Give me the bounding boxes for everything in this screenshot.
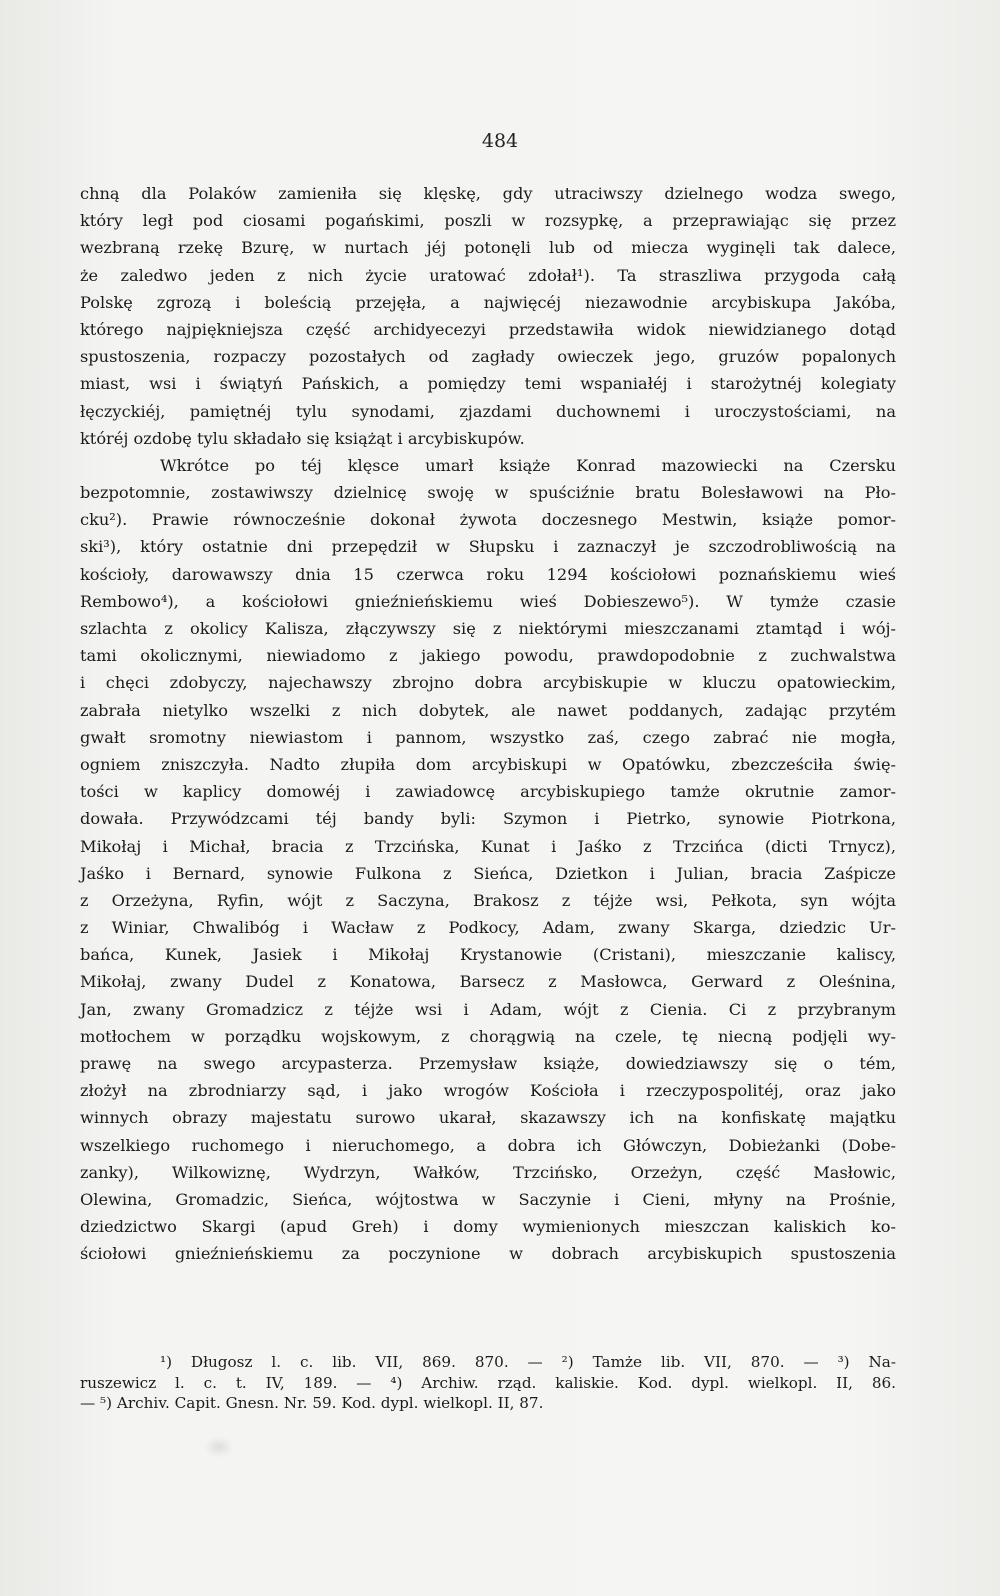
text-line: dziedzictwo Skargi (apud Greh) i domy wymienionych mieszczan kaliskich ko- xyxy=(80,1217,896,1237)
footnote-line: ruszewicz l. c. t. IV, 189. — ⁴) Archiw. rząd. kaliskie. Kod. dypl. wielkopl. II, 86. xyxy=(80,1373,896,1392)
text-line: ski³), który ostatnie dni przepędził w Słupsku i zaznaczył je szczodrobliwością na xyxy=(80,537,896,557)
text-line: i chęci zdobyczy, najechawszy zbrojno dobra arcybiskupie w kluczu opatowieckim, xyxy=(80,673,896,693)
text-line: który legł pod ciosami pogańskimi, poszli w rozsypkę, a przeprawiając się przez xyxy=(80,211,896,231)
text-line: złożył na zbrodniarzy sąd, i jako wrogów Kościoła i rzeczypospolitéj, oraz jako xyxy=(80,1081,896,1101)
text-line: Olewina, Gromadzic, Sieńca, wójtostwa w Saczynie i Cieni, młyny na Prośnie, xyxy=(80,1189,896,1209)
text-line: winnych obrazy majestatu surowo ukarał, skazawszy ich na konfiskatę majątku xyxy=(80,1108,896,1128)
text-line: Rembowo⁴), a kościołowi gnieźnieńskiemu wieś Dobieszewo⁵). W tymże czasie xyxy=(80,591,896,611)
ink-smudge xyxy=(204,1436,234,1458)
text-line: Mikołaj, zwany Dudel z Konatowa, Barsecz z Masłowca, Gerward z Oleśnina, xyxy=(80,972,896,992)
text-line: Jaśko i Bernard, synowie Fulkona z Sieńca, Dzietkon i Julian, bracia Zaśpicze xyxy=(80,863,896,883)
text-line: że zaledwo jeden z nich życie uratować zdołał¹). Ta straszliwa przygoda całą xyxy=(80,265,896,285)
text-line: zabrała nietylko wszelki z nich dobytek, ale nawet poddanych, zadając przytém xyxy=(80,700,896,720)
text-line: ściołowi gnieźnieńskiemu za poczynione w dobrach arcybiskupich spustoszenia xyxy=(80,1244,896,1264)
text-line: z Winiar, Chwalibóg i Wacław z Podkocy, Adam, zwany Skarga, dziedzic Ur- xyxy=(80,918,896,938)
text-line: Polskę zgrozą i boleścią przejęła, a najwięcéj niezawodnie arcybiskupa Jakóba, xyxy=(80,292,896,312)
text-line: którego najpiękniejsza część archidyecezyi przedstawiła widok niewidzianego dotąd xyxy=(80,319,896,339)
text-line: Jan, zwany Gromadzicz z téjże wsi i Adam, wójt z Cienia. Ci z przybranym xyxy=(80,999,896,1019)
text-line: kościoły, darowawszy dnia 15 czerwca roku 1294 kościołowi poznańskiemu wieś xyxy=(80,564,896,584)
text-line: szlachta z okolicy Kalisza, złączywszy się z niektórymi mieszczanami ztamtąd i wój- xyxy=(80,619,896,638)
footnote-line: ¹) Długosz l. c. lib. VII, 869. 870. — ²) Tamże lib. VII, 870. — ³) Na- xyxy=(160,1353,896,1371)
text-line: wezbraną rzekę Bzurę, w nurtach jéj potonęli lub od miecza wyginęli tak dalece, xyxy=(80,238,896,258)
text-line: tami okolicznymi, niewiadomo z jakiego powodu, prawdopodobnie z zuchwalstwa xyxy=(80,646,896,666)
text-line: Mikołaj i Michał, bracia z Trzcińska, Kunat i Jaśko z Trzcińca (dicti Trnycz), xyxy=(80,836,896,856)
text-line: z Orzeżyna, Ryfin, wójt z Saczyna, Brakosz z téjże wsi, Pełkota, syn wójta xyxy=(80,890,896,910)
body-text xyxy=(80,180,896,1268)
page-number: 484 xyxy=(481,130,519,152)
text-line: bańca, Kunek, Jasiek i Mikołaj Krystanowie (Cristani), mieszczanie kaliscy, xyxy=(80,945,896,965)
text-line: tości w kaplicy domowéj i zawiadowcę arcybiskupiego tamże okrutnie zamor- xyxy=(80,782,896,802)
text-line: dowała. Przywódzcami téj bandy byli: Szymon i Pietrko, synowie Piotrkona, xyxy=(80,809,896,829)
text-line: bezpotomnie, zostawiwszy dzielnicę swoję w spuściźnie bratu Bolesławowi na Pło- xyxy=(80,483,896,503)
text-line: chną dla Polaków zamieniła się klęskę, gdy utraciwszy dzielnego wodza swego, xyxy=(80,184,896,203)
text-line: wszelkiego ruchomego i nieruchomego, a dobra ich Główczyn, Dobieżanki (Dobe- xyxy=(80,1135,896,1155)
text-line: cku²). Prawie równocześnie dokonał żywota doczesnego Mestwin, książe pomor- xyxy=(80,510,896,530)
text-line: prawę na swego arcypasterza. Przemysław książe, dowiedziawszy się o tém, xyxy=(80,1054,896,1073)
text-line: motłochem w porządku wojskowym, z chorągwią na czele, tę niecną podjęli wy- xyxy=(80,1026,896,1046)
text-line: gwałt sromotny niewiastom i pannom, wszystko zaś, czego zabrać nie mogła, xyxy=(80,727,896,747)
text-line: łęczyckiéj, pamiętnéj tylu synodami, zjazdami duchownemi i uroczystościami, na xyxy=(80,401,896,421)
footnotes xyxy=(80,1352,896,1414)
text-line: Wkrótce po téj klęsce umarł książe Konrad mazowiecki na Czersku xyxy=(160,455,896,475)
text-line: miast, wsi i świątyń Pańskich, a pomiędzy temi wspaniałéj i starożytnéj kolegiaty xyxy=(80,374,896,394)
text-line: spustoszenia, rozpaczy pozostałych od zagłady owieczek jego, gruzów popalonych xyxy=(80,347,896,367)
text-line: zanky), Wilkowiznę, Wydrzyn, Wałków, Trzcińsko, Orzeżyn, część Masłowic, xyxy=(80,1162,896,1182)
text-line: któréj ozdobę tylu składało się książąt i arcybiskupów. xyxy=(80,428,525,448)
text-line: ogniem zniszczyła. Nadto złupiła dom arcybiskupi w Opatówku, zbezcześciła świę- xyxy=(80,754,896,774)
footnote-line: — ⁵) Archiv. Capit. Gnesn. Nr. 59. Kod. dypl. wielkopl. II, 87. xyxy=(80,1394,544,1412)
